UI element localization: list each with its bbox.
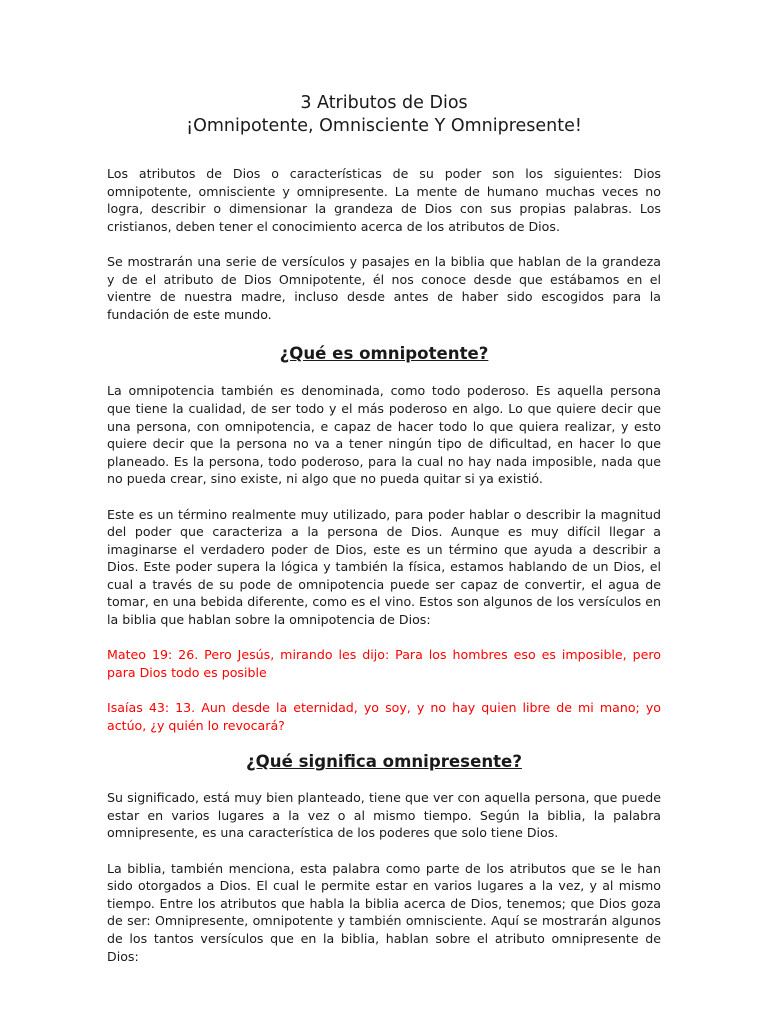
omnipresente-paragraph-2: La biblia, también menciona, esta palabra como parte de los atributos que se le han sido otorgados a Dios. El cual le permite estar en varios lugares a la vez, y al mismo tiempo. Entre los atributos que habla la biblia acerca de Dios, tenemos; que Dios goza de ser: Omnipresente, omnipotente y también omnisciente. Aquí se mostrarán algunos de los tantos versículos que en la biblia, hablan sobre el atributo omnipresente de Dios: (107, 860, 661, 964)
omnipotente-paragraph-2: Este es un término realmente muy utilizado, para poder hablar o describir la magnitud del poder que caracteriza a la persona de Dios. Aunque es muy difícil llegar a imaginarse el verdadero poder de Dios, este es un término que ayuda a describir a Dios. Este poder supera la lógica y también la física, estamos hablando de un Dios, el cual a través de su pode de omnipotencia puede ser capaz de convertir, el agua de tomar, en una bebida diferente, como es el vino. Estos son algunos de los versículos en la biblia que hablan sobre la omnipotencia de Dios: (107, 506, 661, 628)
intro-paragraph-2: Se mostrarán una serie de versículos y pasajes en la biblia que hablan de la grandeza y de el atributo de Dios Omnipotente, él nos conoce desde que estábamos en el vientre de nuestra madre, incluso desde antes de haber sido escogidos para la fundación de este mundo. (107, 253, 661, 322)
verse-mateo: Mateo 19: 26. Pero Jesús, mirando les dijo: Para los hombres eso es imposible, pero para Dios todo es posible (107, 647, 661, 680)
omnipotente-paragraph-1: La omnipotencia también es denominada, como todo poderoso. Es aquella persona que tiene la cualidad, de ser todo y el más poderoso en algo. Lo que quiere decir que una persona, con omnipotencia, e capaz de hacer todo lo que quiera realizar, y esto quiere decir que la persona no va a tener ningún tipo de dificultad, en hacer lo que planeado. Es la persona, todo poderoso, para la cual no hay nada imposible, nada que no pueda crear, sino existe, ni algo que no pueda quitar si ya existió. (107, 383, 661, 487)
title-line-2: ¡Omnipotente, Omnisciente Y Omnipresente! (186, 116, 582, 136)
verse-isaias: Isaías 43: 13. Aun desde la eternidad, yo soy, y no hay quien libre de mi mano; yo actúo, ¿y quién lo revocará? (107, 700, 661, 733)
omnipresente-paragraph-1: Su significado, está muy bien planteado, tiene que ver con aquella persona, que puede estar en varios lugares a la vez o al mismo tiempo. Según la biblia, la palabra omnipresente, es una característica de los poderes que solo tiene Dios. (107, 790, 661, 841)
document-page (107, 92, 661, 965)
heading-omnipotente: ¿Qué es omnipotente? (279, 344, 489, 364)
document-title (107, 92, 661, 138)
title-line-1: 3 Atributos de Dios (300, 93, 468, 113)
heading-omnipresente: ¿Qué significa omnipresente? (246, 752, 522, 772)
intro-paragraph-1: Los atributos de Dios o características de su poder son los siguientes: Dios omnipotente, omnisciente y omnipresente. La mente de humano muchas veces no logra, describir o dimensionar la grandeza de Dios con sus propias palabras. Los cristianos, deben tener el conocimiento acerca de los atributos de Dios. (107, 166, 661, 234)
